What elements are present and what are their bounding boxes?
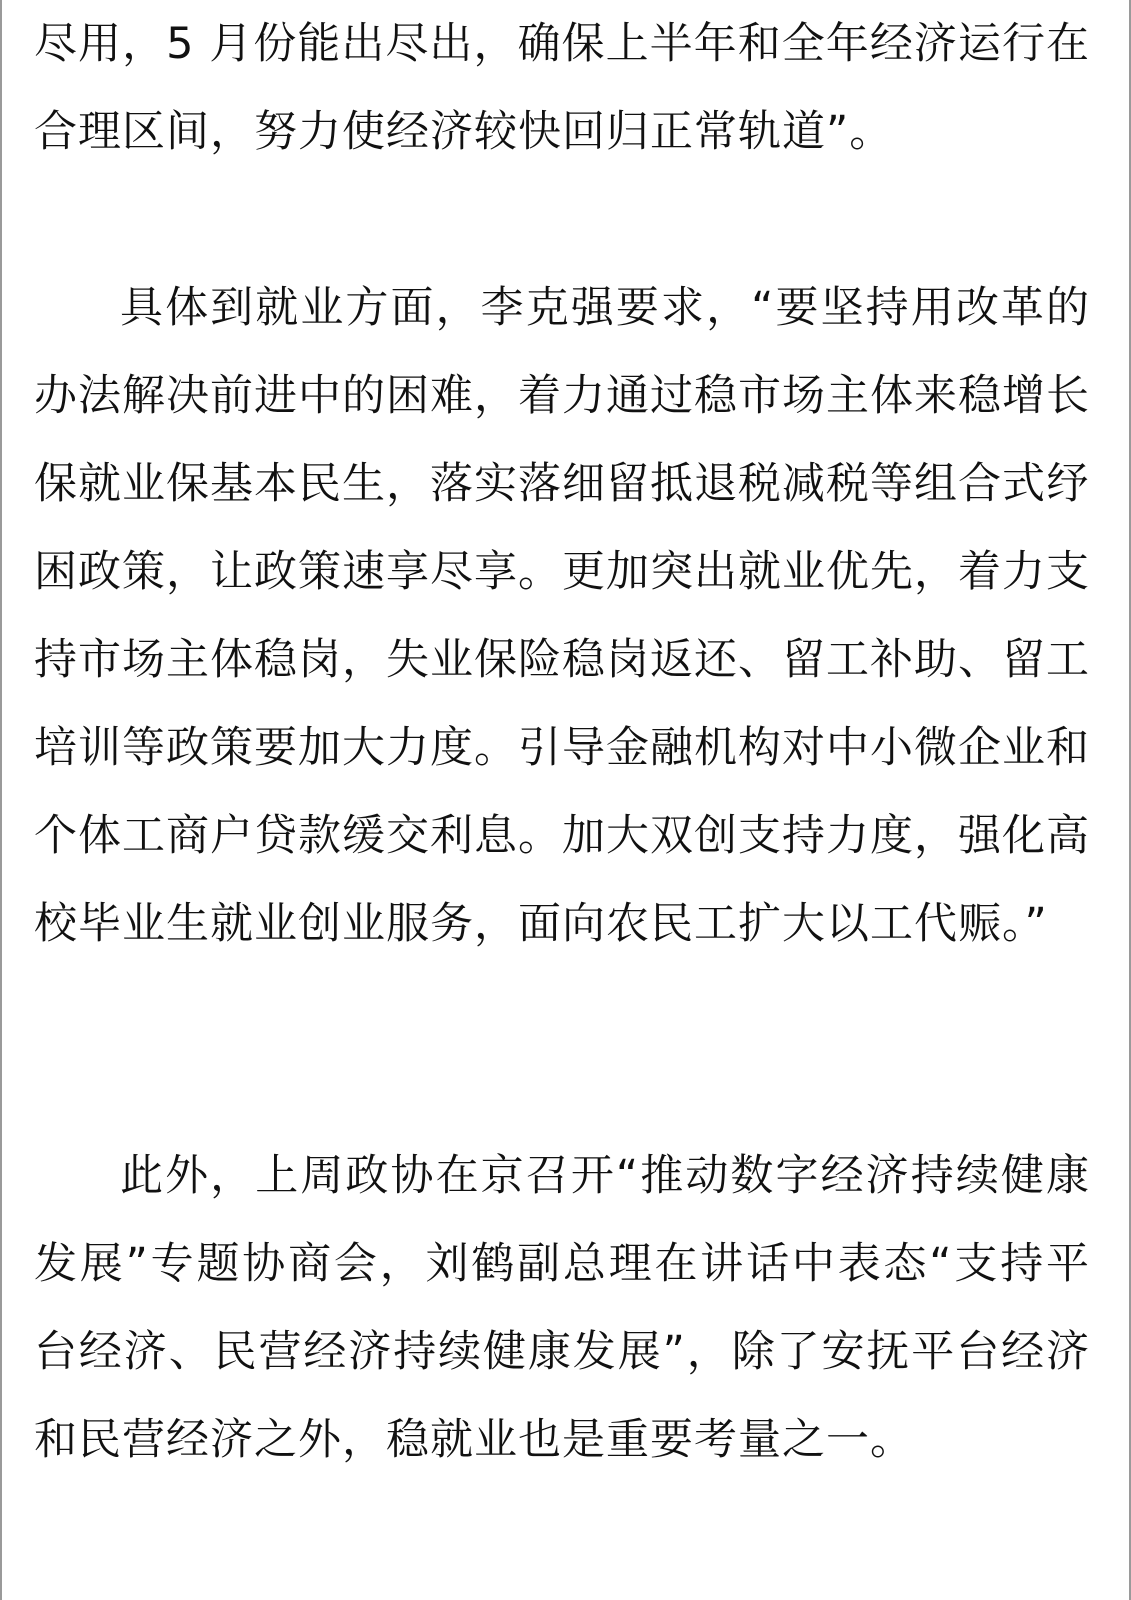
paragraph-1: 尽用，5 月份能出尽出，确保上半年和全年经济运行在合理区间，努力使经济较快回归正常轨道”。: [34, 19, 1090, 157]
paragraph-2: 具体到就业方面，李克强要求，“要坚持用改革的办法解决前进中的困难，着力通过稳市场主体来稳增长保就业保基本民生，落实落细留抵退税减税等组合式纾困政策，让政策速享尽享。更加突出就业优先，着力支持市场主体稳岗，失业保险稳岗返还、留工补助、留工培训等政策要加大力度。引导金融机构对中小微企业和个体工商户贷款缓交利息。加大双创支持力度，强化高校毕业生就业创业服务，面向农民工扩大以工代赈。”: [34, 283, 1090, 949]
paragraph-3: 此外，上周政协在京召开“推动数字经济持续健康发展”专题协商会，刘鹤副总理在讲话中表态“支持平台经济、民营经济持续健康发展”，除了安抚平台经济和民营经济之外，稳就业也是重要考量之一。: [34, 1151, 1090, 1465]
